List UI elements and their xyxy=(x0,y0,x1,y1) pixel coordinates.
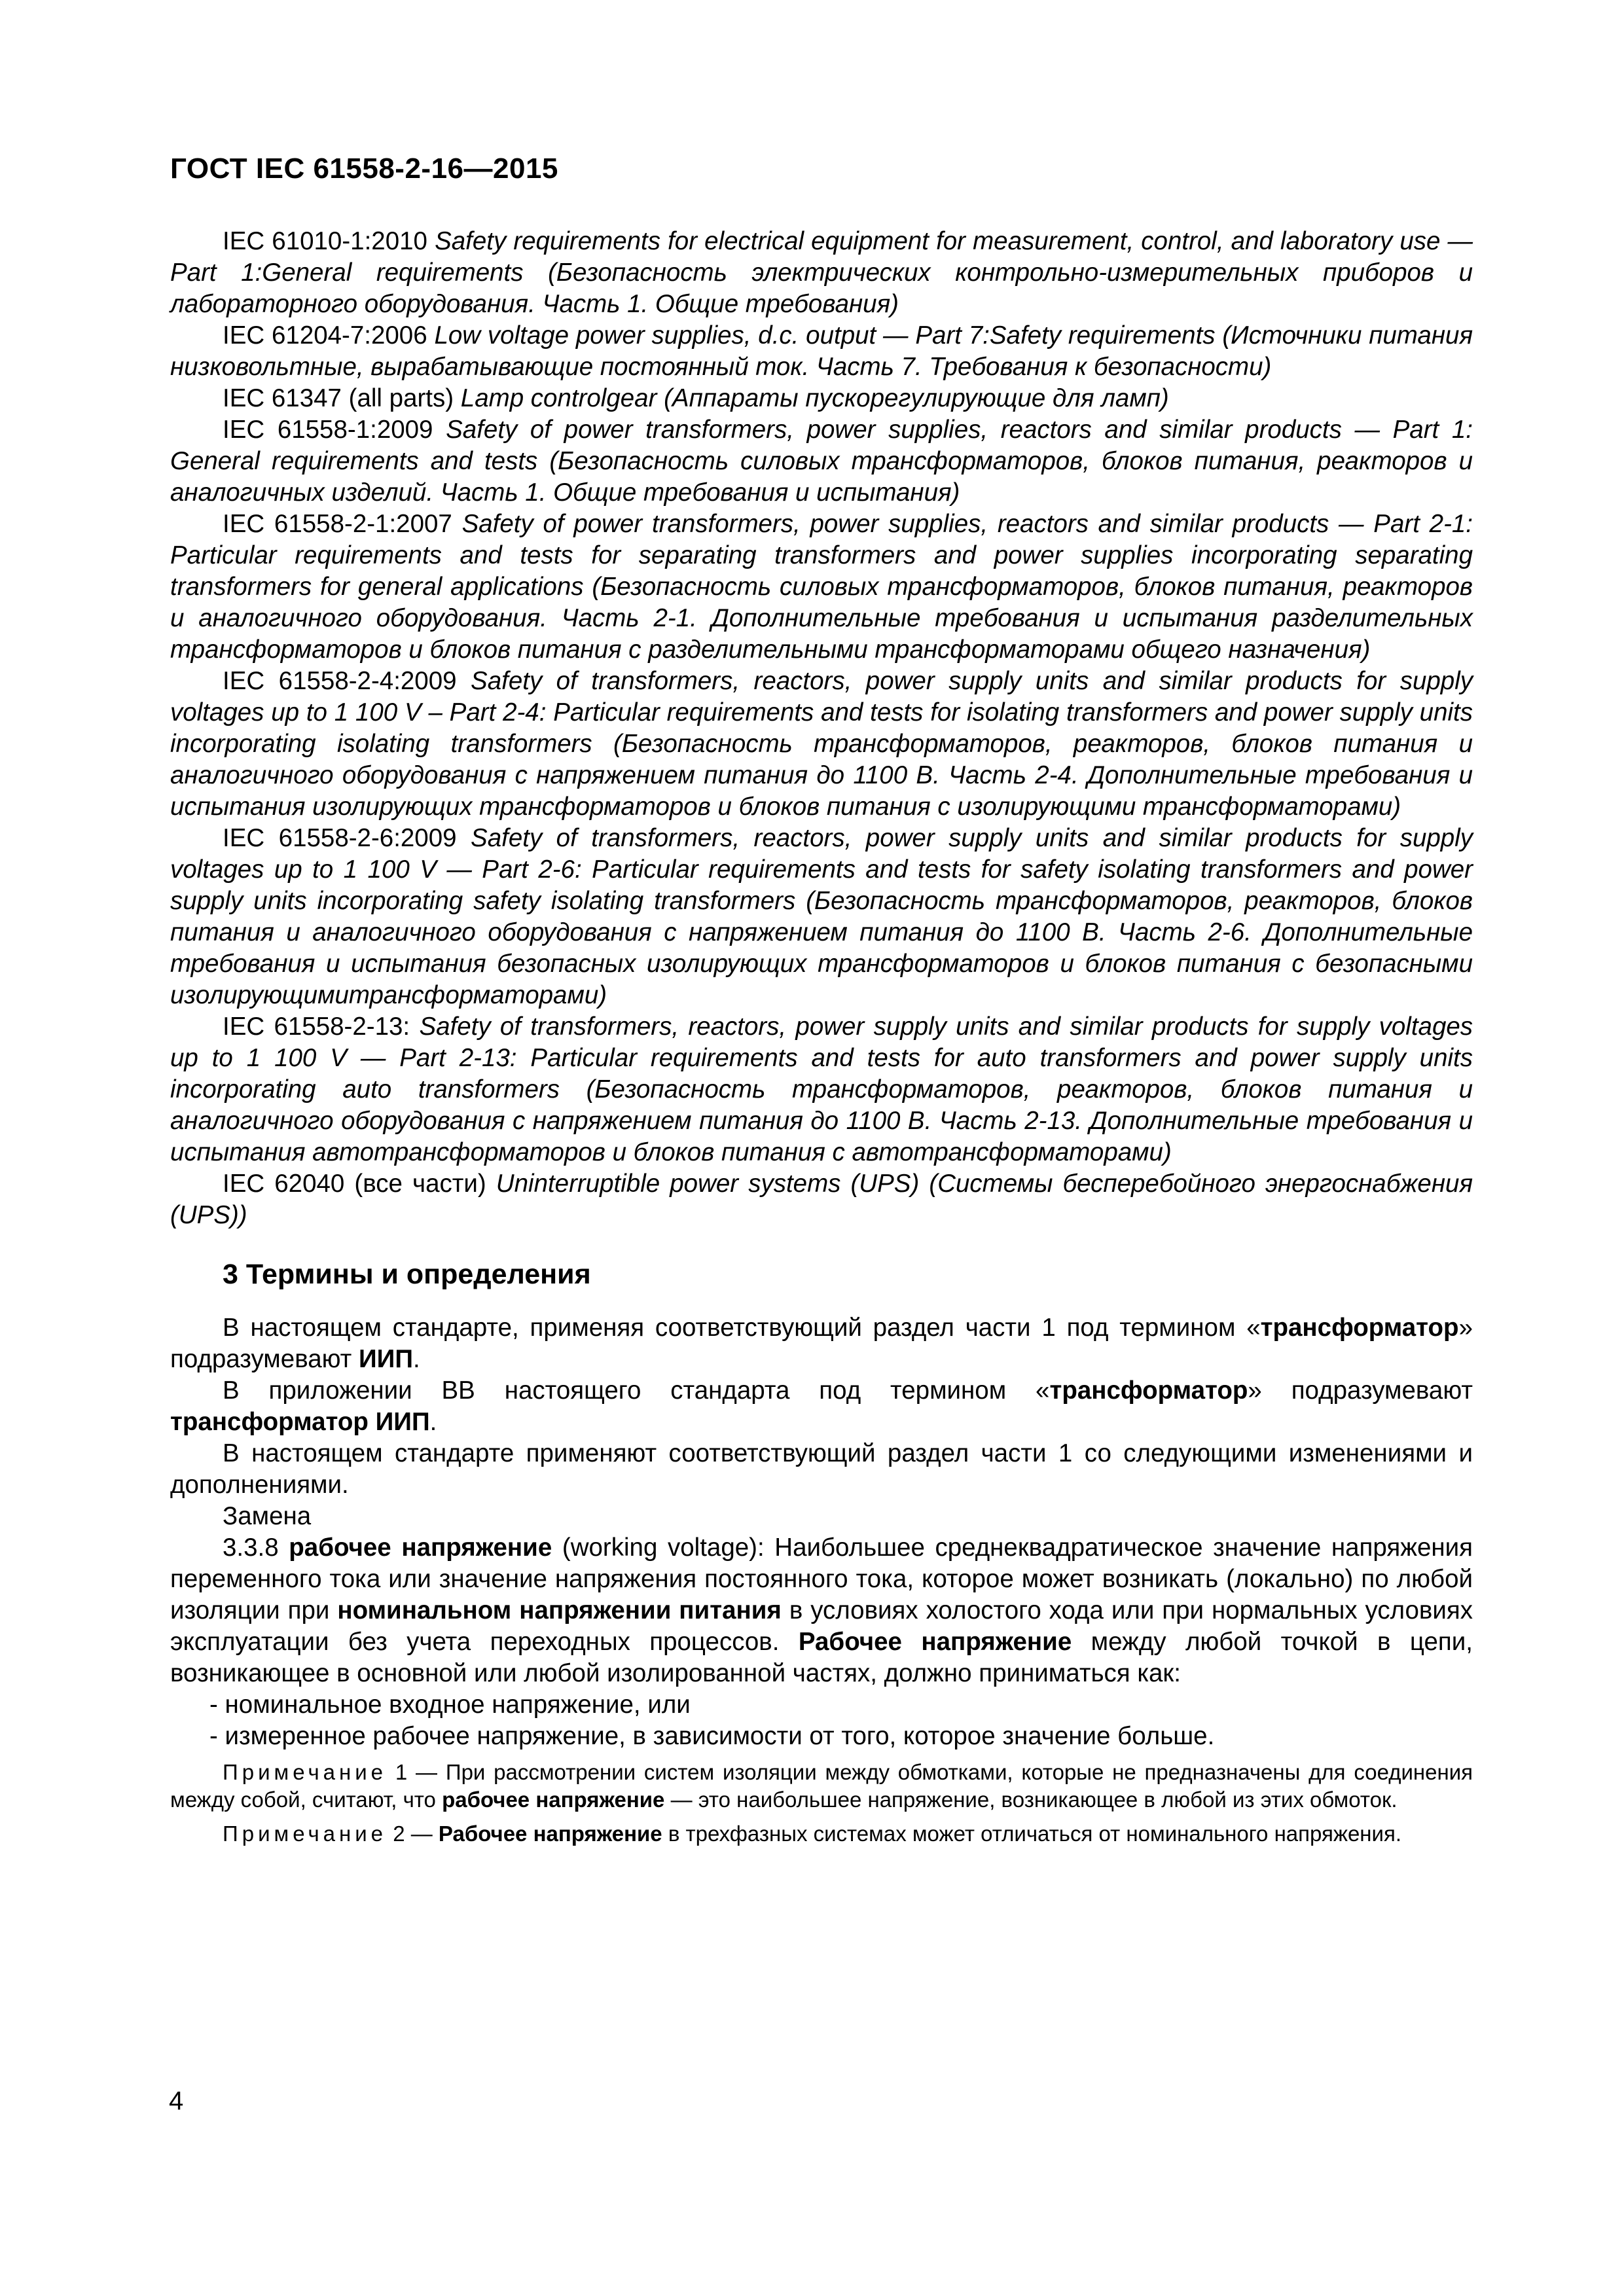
reference-title: Safety of transformers, reactors, power supply units and similar products for supply voltages up to 1 100 V — Part 2-6: Particular requirements and tests for safety isolating transformers and power supply units incorporating safety isolating transformers (Безопасность трансформаторов, реакторов, блоков питания и аналогичного оборудования с напряжением питания до 1100 В. Часть 2-6. Дополнительные требования и испытания безопасных изолирующих трансформаторов и блоков питания с безопасными изолирующимитрансформаторами) xyxy=(170,824,1473,1009)
reference-title: Safety of power transformers, power supplies, reactors and similar products — Part 2-1: Particular requirements and tests for separating transformers and power supplies incorporating separating transformers for general applications (Безопасность силовых трансформаторов, блоков питания, реакторов и аналогичного оборудования. Часть 2-1. Дополнительные требования и испытания разделительных трансформаторов и блоков питания с разделительными трансформаторами общего назначения) xyxy=(170,510,1473,664)
reference-code: IEC 61558-2-1:2007 xyxy=(223,510,452,538)
page-number: 4 xyxy=(169,2087,184,2115)
term-bold: ИИП xyxy=(358,1345,413,1373)
definition-number: 3.3.8 xyxy=(223,1534,279,1562)
references-list xyxy=(170,226,1473,1231)
reference-entry xyxy=(170,383,1473,414)
document-header: ГОСТ IEC 61558-2-16—2015 xyxy=(170,152,558,185)
definition: 3.3.8 рабочее напряжение (working voltage): Наибольшее среднеквадратическое значение напряжения переменного тока или значение напряжения постоянного тока, которое может возникать (локально) по любой изоляции при номинальном напряжении питания в условиях холостого хода или при нормальных условиях эксплуатации без учета переходных процессов. Рабочее напряжение между любой точкой в цепи, возникающее в основной или любой изолированной частях, должно приниматься как: xyxy=(170,1534,1473,1687)
reference-entry xyxy=(170,1011,1473,1168)
reference-code: IEC 61347 (all parts) xyxy=(223,384,454,412)
term-bold: трансформатор xyxy=(1260,1314,1459,1342)
note-label: Примечание xyxy=(223,1760,388,1784)
list-item: - номинальное входное напряжение, или xyxy=(209,1691,691,1719)
reference-entry xyxy=(170,320,1473,383)
reference-code: IEC 62040 (все части) xyxy=(223,1170,486,1198)
paragraph: В настоящем стандарте, применяя соответствующий раздел части 1 под термином «трансформатор» подразумевают ИИП. xyxy=(170,1314,1473,1373)
reference-code: IEC 61558-2-6:2009 xyxy=(223,824,457,852)
reference-title: Low voltage power supplies, d.c. output — Part 7:Safety requirements (Источники питания низковольтные, вырабатывающие постоянный ток. Часть 7. Требования к безопасности) xyxy=(170,321,1473,381)
note: Примечание 2 — Рабочее напряжение в трехфазных системах может отличаться от номинального напряжения. xyxy=(223,1821,1401,1846)
definition-term: рабочее напряжение xyxy=(289,1534,552,1562)
paragraph: В приложении ВВ настоящего стандарта под термином «трансформатор» подразумевают трансформатор ИИП. xyxy=(170,1376,1473,1436)
reference-entry xyxy=(170,414,1473,509)
replace-label: Замена xyxy=(223,1502,312,1530)
reference-title: Lamp controlgear (Аппараты пускорегулирующие для ламп) xyxy=(460,384,1169,412)
reference-code: IEC 61010-1:2010 xyxy=(223,227,427,255)
reference-title: Safety of transformers, reactors, power supply units and similar products for supply voltages up to 1 100 V – Part 2-4: Particular requirements and tests for isolating transformers and power supply units incorporating isolating transformers (Безопасность трансформаторов, реакторов, блоков питания и аналогичного оборудования с напряжением питания до 1100 В. Часть 2-4. Дополнительные требования и испытания изолирующих трансформаторов и блоков питания с изолирующими трансформаторами) xyxy=(170,667,1473,821)
note: Примечание 1 — При рассмотрении систем изоляции между обмотками, которые не предназначены для соединения между собой, считают, что рабочее напряжение — это наибольшее напряжение, возникающее в любой из этих обмоток. xyxy=(170,1760,1473,1812)
list-item: - измеренное рабочее напряжение, в зависимости от того, которое значение больше. xyxy=(209,1722,1215,1750)
reference-title: Safety requirements for electrical equipment for measurement, control, and laboratory use — Part 1:General requirements (Безопасность электрических контрольно-измерительных приборов и лабораторного оборудования. Часть 1. Общие требования) xyxy=(170,227,1473,318)
section-heading: 3 Термины и определения xyxy=(223,1259,591,1290)
reference-entry xyxy=(170,823,1473,1011)
definition-english: (working voltage): xyxy=(562,1534,765,1562)
reference-entry xyxy=(170,1168,1473,1231)
reference-code: IEC 61558-2-13: xyxy=(223,1013,410,1041)
reference-entry xyxy=(170,666,1473,823)
reference-title: Safety of transformers, reactors, power supply units and similar products for supply voltages up to 1 100 V — Part 2-13: Particular requirements and tests for auto transformers and power supply units incorporating auto transformers (Безопасность трансформаторов, реакторов, блоков питания и аналогичного оборудования с напряжением питания до 1100 В. Часть 2-13. Дополнительные требования и испытания автотрансформаторов и блоков питания с автотрансформаторами) xyxy=(170,1013,1473,1166)
term-bold: трансформатор xyxy=(1049,1376,1248,1405)
reference-title: Uninterruptible power systems (UPS) (Системы бесперебойного энергоснабжения (UPS)) xyxy=(170,1170,1473,1229)
reference-title: Safety of power transformers, power supplies, reactors and similar products — Part 1: General requirements and tests (Безопасность силовых трансформаторов, блоков питания, реакторов и аналогичных изделий. Часть 1. Общие требования и испытания) xyxy=(170,416,1473,507)
reference-code: IEC 61558-2-4:2009 xyxy=(223,667,457,695)
term-bold: трансформатор ИИП xyxy=(170,1408,430,1436)
reference-entry xyxy=(170,226,1473,320)
reference-code: IEC 61204-7:2006 xyxy=(223,321,427,350)
note-label: Примечание xyxy=(223,1821,388,1846)
reference-entry xyxy=(170,509,1473,666)
paragraph: В настоящем стандарте применяют соответствующий раздел части 1 со следующими изменениями и дополнениями. xyxy=(170,1439,1473,1499)
document-body xyxy=(170,226,1473,1848)
reference-code: IEC 61558-1:2009 xyxy=(223,416,433,444)
